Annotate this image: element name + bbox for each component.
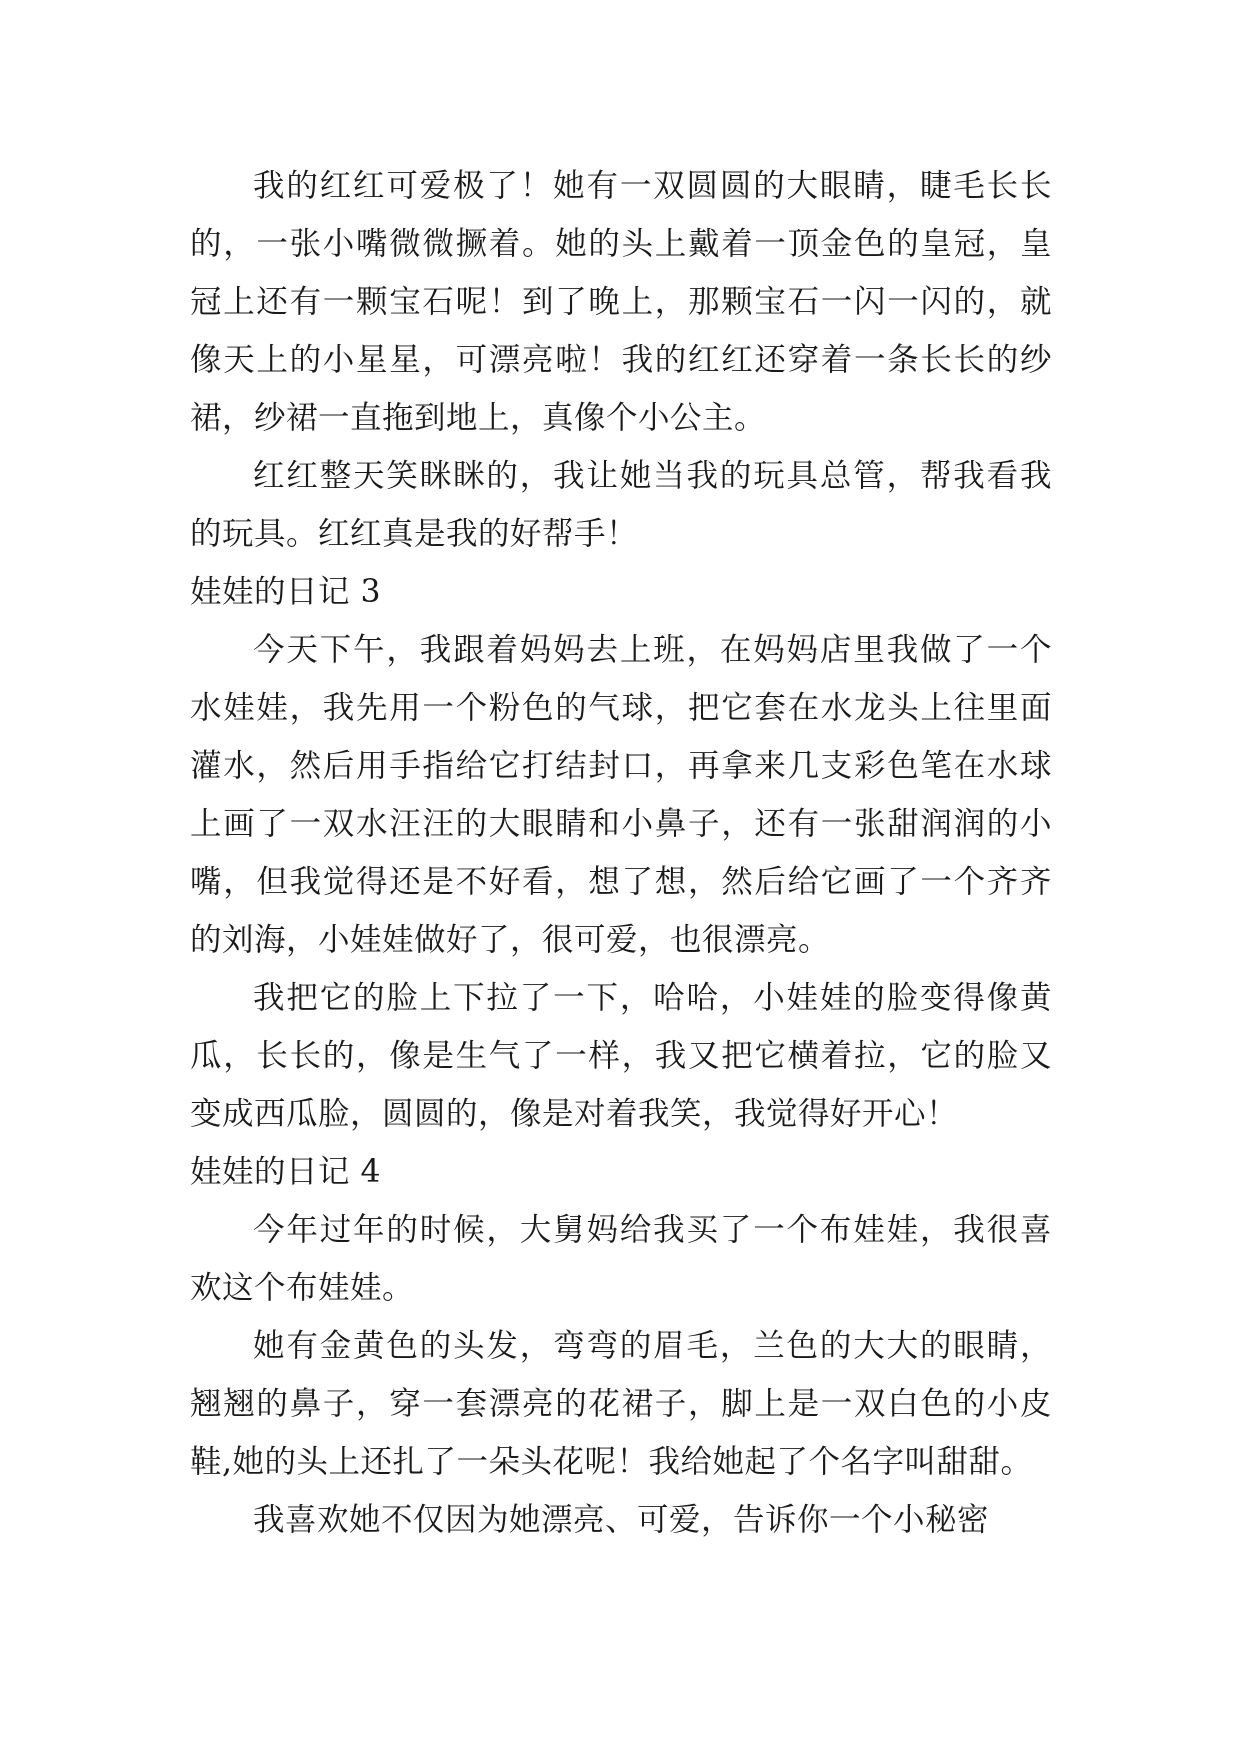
paragraph-cloth-doll-appearance: 她有金黄色的头发，弯弯的眉毛，兰色的大大的眼睛，翘翘的鼻子，穿一套漂亮的花裙子，脚上是一双白色的小皮鞋,她的头上还扎了一朵头花呢！我给她起了个名字叫甜甜。 bbox=[190, 1328, 1052, 1480]
paragraph-water-doll-face: 我把它的脸上下拉了一下，哈哈，小娃娃的脸变得像黄瓜，长长的，像是生气了一样，我又把它横着拉，它的脸又变成西瓜脸，圆圆的，像是对着我笑，我觉得好开心！ bbox=[190, 980, 1052, 1132]
section-heading-diary-3: 娃娃的日记 3 bbox=[190, 574, 382, 610]
document-page bbox=[190, 157, 1052, 1549]
paragraph-cloth-doll-secret: 我喜欢她不仅因为她漂亮、可爱，告诉你一个小秘密 bbox=[253, 1502, 990, 1538]
paragraph-cloth-doll-gift: 今年过年的时候，大舅妈给我买了一个布娃娃，我很喜欢这个布娃娃。 bbox=[190, 1212, 1052, 1306]
paragraph-red-doll-toy-manager: 红红整天笑眯眯的，我让她当我的玩具总管，帮我看我的玩具。红红真是我的好帮手！ bbox=[190, 458, 1052, 552]
section-heading-diary-4: 娃娃的日记 4 bbox=[190, 1154, 382, 1190]
paragraph-red-doll-appearance: 我的红红可爱极了！她有一双圆圆的大眼睛，睫毛长长的，一张小嘴微微撅着。她的头上戴着一顶金色的皇冠，皇冠上还有一颗宝石呢！到了晚上，那颗宝石一闪一闪的，就像天上的小星星，可漂亮啦！我的红红还穿着一条长长的纱裙，纱裙一直拖到地上，真像个小公主。 bbox=[190, 168, 1052, 436]
paragraph-water-doll-making: 今天下午，我跟着妈妈去上班，在妈妈店里我做了一个水娃娃，我先用一个粉色的气球，把它套在水龙头上往里面灌水，然后用手指给它打结封口，再拿来几支彩色笔在水球上画了一双水汪汪的大眼睛和小鼻子，还有一张甜润润的小嘴，但我觉得还是不好看，想了想，然后给它画了一个齐齐的刘海，小娃娃做好了，很可爱，也很漂亮。 bbox=[190, 632, 1052, 958]
